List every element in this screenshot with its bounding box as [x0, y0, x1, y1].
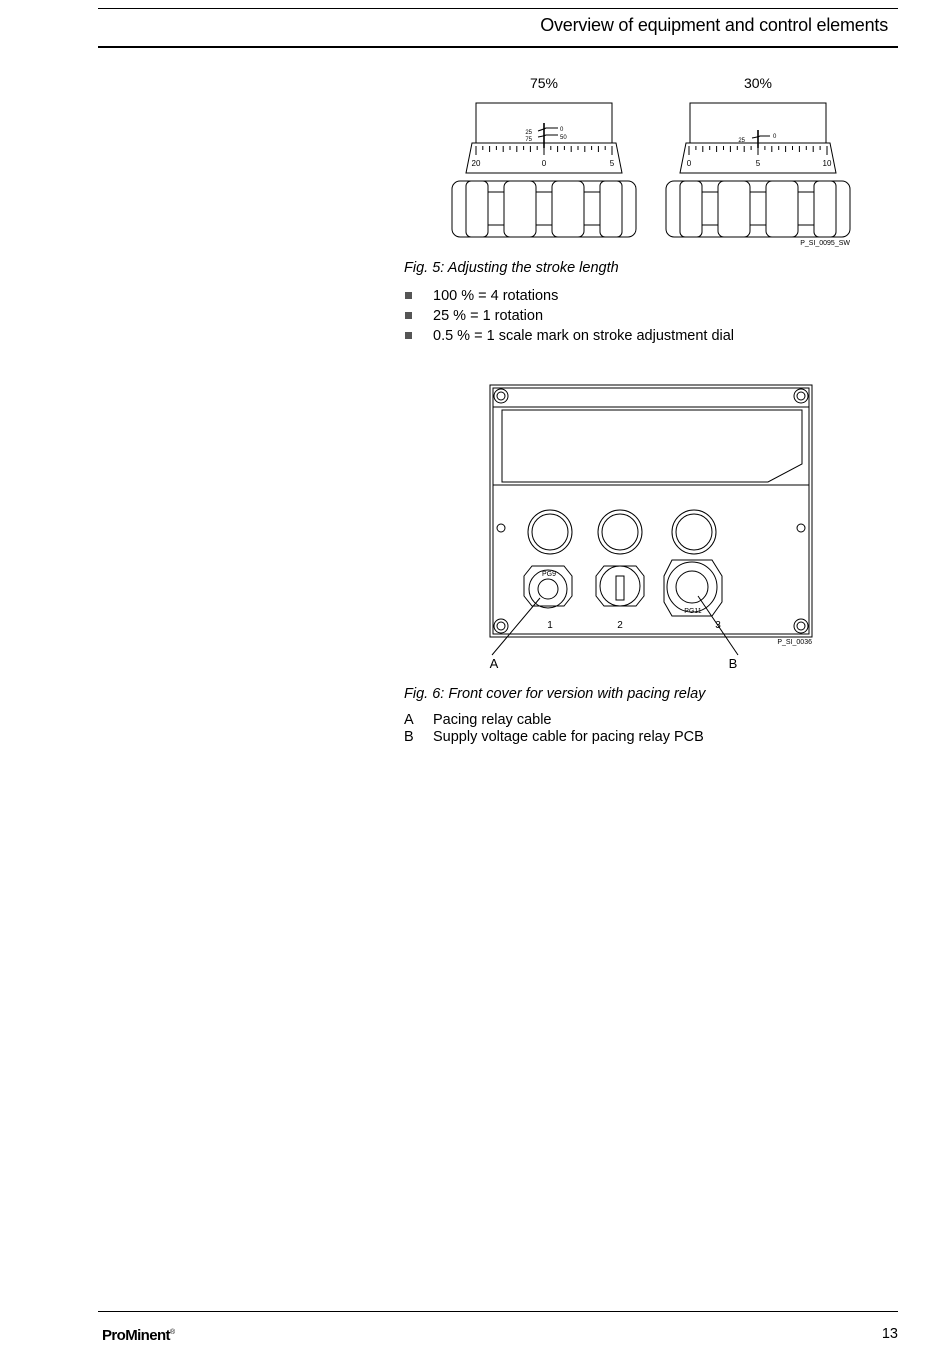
right-scale-label: 10	[822, 159, 832, 168]
header-top-rule	[98, 8, 898, 9]
list-item	[404, 286, 734, 306]
brand-registered-mark: ®	[169, 1329, 175, 1336]
left-dial-small-label: 75	[525, 137, 532, 143]
position-number: 1	[547, 620, 553, 631]
legend-key: B	[404, 729, 414, 745]
bullet-square-icon	[405, 312, 412, 319]
figure5-image-code: P_SI_0095_SW	[800, 240, 850, 247]
blind-plug-2	[596, 566, 644, 606]
right-scale-label: 0	[686, 159, 692, 168]
callout-label: A	[489, 656, 499, 670]
gland-size-label: PG9	[541, 571, 557, 578]
left-dial-small-label: 50	[560, 135, 567, 141]
right-dial-small-label: 0	[773, 134, 777, 140]
left-scale-label: 5	[609, 159, 615, 168]
right-dial-percent: 30%	[743, 75, 773, 91]
legend-text: Pacing relay cable	[433, 712, 552, 728]
figure5-caption: Fig. 5: Adjusting the stroke length	[404, 260, 619, 276]
position-number: 2	[617, 620, 623, 631]
list-item	[404, 306, 734, 326]
right-scale-label: 5	[755, 159, 761, 168]
left-dial-percent: 75%	[529, 75, 559, 91]
header-bottom-rule	[98, 46, 898, 48]
figure6-caption: Fig. 6: Front cover for version with pacing relay	[404, 686, 706, 702]
footer-rule	[98, 1311, 898, 1312]
left-scale-label: 0	[541, 159, 547, 168]
left-dial-small-label: 25	[525, 130, 532, 136]
bullet-square-icon	[405, 332, 412, 339]
right-dial-small-label: 25	[738, 138, 745, 144]
gland-size-label: PG11	[684, 608, 702, 615]
stroke-length-list	[404, 286, 734, 346]
bullet-square-icon	[405, 292, 412, 299]
brand-name: ProMinent	[102, 1327, 170, 1344]
position-number: 3	[715, 620, 721, 631]
left-scale-label: 20	[471, 159, 481, 168]
display-window	[502, 410, 802, 482]
figure6-image-code: P_SI_0036	[777, 639, 812, 646]
callout-label: B	[728, 656, 738, 670]
brand-logo	[102, 1327, 175, 1344]
legend-text: Supply voltage cable for pacing relay PCB	[433, 729, 704, 745]
legend-key: A	[404, 712, 414, 728]
stroke-dial-figure	[440, 70, 860, 250]
list-item-text: 25 % = 1 rotation	[433, 308, 544, 324]
list-item	[404, 326, 734, 346]
left-stroke-dial	[452, 103, 636, 237]
page-header-title: Overview of equipment and control elements	[540, 15, 888, 35]
list-item-text: 0.5 % = 1 scale mark on stroke adjustment dial	[433, 328, 735, 344]
list-item-text: 100 % = 4 rotations	[433, 288, 559, 304]
page-number: 13	[881, 1326, 898, 1342]
right-stroke-dial	[666, 103, 850, 237]
front-cover-figure	[480, 380, 820, 670]
left-dial-small-label: 0	[560, 127, 564, 133]
